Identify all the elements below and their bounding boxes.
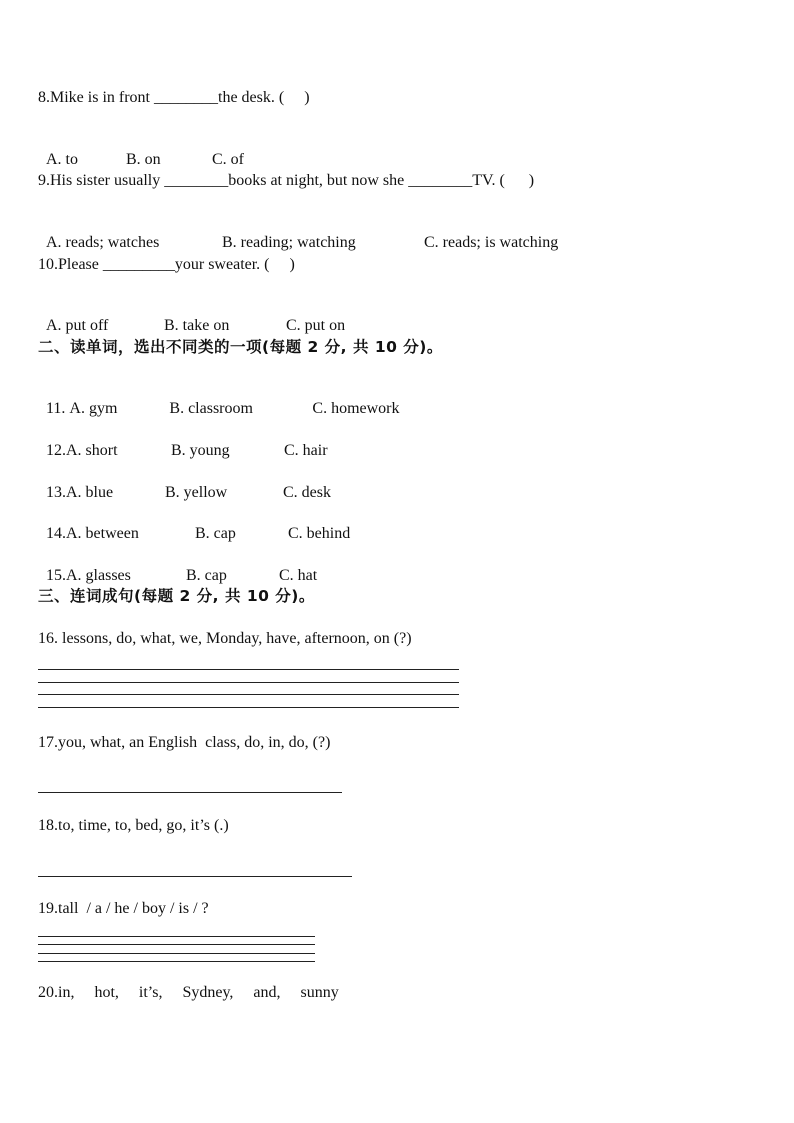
question-10: 10.Please _________your sweater. ( ) [38,256,295,273]
option-c: C. put on [286,317,346,334]
option-c: C. of [212,151,244,168]
answer-line[interactable] [38,944,315,945]
question-9: 9.His sister usually ________books at night, but now she ________TV. ( ) [38,172,535,189]
answer-line[interactable] [38,792,342,793]
option-b: B. take on [164,317,230,334]
option-a: A. put off [46,317,109,334]
option-b: B. cap [186,567,227,584]
question-number: 12. [46,442,66,459]
option-c: C. homework [312,400,400,417]
option-a: A. reads; watches [46,234,160,251]
question-10-options [38,296,345,336]
option-a: A. short [66,442,118,459]
option-a: A. gym [69,400,118,417]
question-20: 20.in, hot, it’s, Sydney, and, sunny [38,984,339,1001]
question-17: 17.you, what, an English class, do, in, do, (?) [38,734,331,751]
answer-line[interactable] [38,707,459,708]
answer-line[interactable] [38,694,459,695]
question-11 [38,379,400,419]
question-number: 11. [46,400,70,417]
option-b: B. reading; watching [222,234,356,251]
section-2-heading: 二、读单词，选出不同类的一项(每题 2 分, 共 10 分)。 [38,338,443,356]
question-14 [38,504,350,544]
section-3-heading: 三、连词成句(每题 2 分, 共 10 分)。 [38,587,315,605]
question-9-options [38,213,558,253]
answer-line[interactable] [38,953,315,954]
question-8: 8.Mike is in front ________the desk. ( ) [38,89,310,106]
question-16: 16. lessons, do, what, we, Monday, have, afternoon, on (?) [38,630,412,647]
option-b: B. young [171,442,230,459]
option-a: A. between [66,525,139,542]
answer-line[interactable] [38,682,459,683]
option-c: C. hair [284,442,328,459]
option-c: C. behind [288,525,351,542]
option-c: C. reads; is watching [424,234,559,251]
question-number: 15. [46,567,66,584]
option-a: A. blue [66,484,114,501]
question-8-options [38,130,244,170]
option-c: C. desk [283,484,331,501]
option-b: B. cap [195,525,236,542]
option-c: C. hat [279,567,318,584]
option-a: A. glasses [66,567,131,584]
option-b: B. classroom [169,400,253,417]
question-19: 19.tall / a / he / boy / is / ? [38,900,209,917]
option-a: A. to [46,151,78,168]
question-12 [38,421,328,461]
question-15 [38,546,317,586]
option-b: B. on [126,151,161,168]
answer-line[interactable] [38,961,315,962]
answer-line[interactable] [38,669,459,670]
question-number: 13. [46,484,66,501]
answer-line[interactable] [38,936,315,937]
answer-line[interactable] [38,876,352,877]
option-b: B. yellow [165,484,228,501]
question-18: 18.to, time, to, bed, go, it’s (.) [38,817,229,834]
question-13 [38,463,331,503]
question-number: 14. [46,525,66,542]
